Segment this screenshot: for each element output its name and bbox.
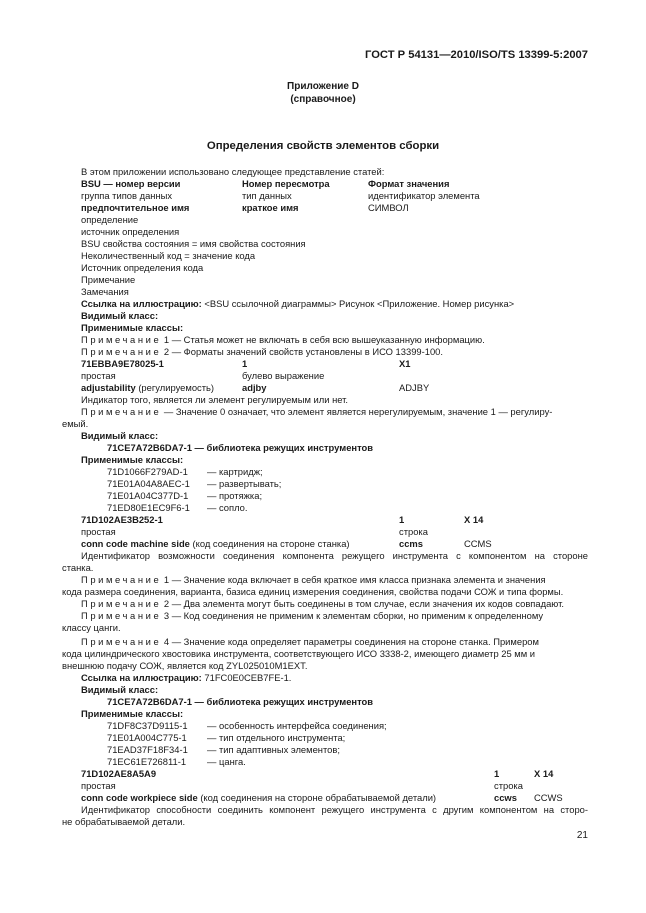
template-code: Неколичественный код = значение кода xyxy=(81,250,256,261)
template-remarks: Замечания xyxy=(81,286,129,297)
template-format: Формат значения xyxy=(368,178,450,189)
entry2-applicable-label: Применимые классы: xyxy=(81,708,184,719)
entry3-group: простая xyxy=(81,780,116,791)
note-text: 2 — Форматы значений свойств установлены в ИСО 13399-100. xyxy=(163,346,443,357)
template-note: Примечание xyxy=(81,274,136,285)
appendix-label: Приложение D xyxy=(287,81,359,92)
entry2-symbol: CCMS xyxy=(464,538,492,549)
entry2-class-desc: — особенность интерфейса соединения; xyxy=(207,720,387,731)
entry1-note-continued: емый. xyxy=(62,418,89,429)
figure-ref-label: Ссылка на иллюстрацию: xyxy=(81,672,202,683)
entry1-type: булево выражение xyxy=(242,370,325,381)
entry1-class-desc: — сопло. xyxy=(207,502,248,513)
entry1-class-code: 71E01A04A8AEC-1 xyxy=(107,478,190,489)
entry1-preferred-name: adjustability xyxy=(81,382,136,393)
note-text: 1 — Статья может не включать в себя всю вышеуказанную информацию. xyxy=(163,334,485,345)
entry1-name-translation: (регулируемость) xyxy=(138,382,215,393)
template-definition-source: источник определения xyxy=(81,226,180,237)
entry1-class-desc: — картридж; xyxy=(207,466,263,477)
template-group: группа типов данных xyxy=(81,190,173,201)
note-text: 3 — Код соединения не применим к элементам сборки, но применим к определенному xyxy=(163,610,544,621)
figure-ref-label: Ссылка на иллюстрацию: xyxy=(81,298,202,309)
template-visible-class: Видимый класс: xyxy=(81,310,159,321)
entry1-short-name: adjby xyxy=(242,382,267,393)
entry2-name-translation: (код соединения на стороне станка) xyxy=(192,538,350,549)
entry3-name-translation: (код соединения на стороне обрабатываемой детали) xyxy=(200,792,437,803)
document-header: ГОСТ Р 54131—2010/ISO/TS 13399-5:2007 xyxy=(365,49,588,61)
entry2-class-desc: — тип отдельного инструмента; xyxy=(207,732,346,743)
template-state-property: BSU свойства состояния = имя свойства состояния xyxy=(81,238,306,249)
entry3-format: X 14 xyxy=(534,768,554,779)
entry1-definition: Индикатор того, является ли элемент регулируемым или нет. xyxy=(81,394,349,405)
intro-text: В этом приложении использовано следующее представление статей: xyxy=(81,166,385,177)
entry3-symbol: CCWS xyxy=(534,792,563,803)
note-text: 4 — Значение кода определяет параметры соединения на стороне станка. Примером xyxy=(163,636,539,647)
entry2-bsu: 71D102AE3B252-1 xyxy=(81,514,163,525)
note-word: Примечание xyxy=(81,574,162,585)
template-short-name: краткое имя xyxy=(242,202,299,213)
template-applicable-classes: Применимые классы: xyxy=(81,322,184,333)
entry2-note-4-continued: внешнюю подачу СОЖ, является код ZYL025010M1EXT. xyxy=(62,660,308,671)
note-word: Примечание xyxy=(81,636,162,647)
entry1-class-code: 71ED80E1EC9F6-1 xyxy=(107,502,190,513)
template-figure-ref xyxy=(81,298,514,310)
entry2-format: X 14 xyxy=(464,514,484,525)
entry2-preferred-name: conn code machine side xyxy=(81,538,190,549)
entry1-class-code: 71D1066F279AD-1 xyxy=(107,466,188,477)
note-word: Примечание xyxy=(81,598,162,609)
entry2-group: простая xyxy=(81,526,116,537)
page-number: 21 xyxy=(576,830,588,841)
entry1-name xyxy=(81,382,214,394)
entry2-class-desc: — цанга. xyxy=(207,756,246,767)
entry2-note-3-continued: классу цанги. xyxy=(62,622,121,633)
entry1-class-desc: — развертывать; xyxy=(207,478,282,489)
note-word: Примечание xyxy=(81,334,162,345)
entry2-class-code: 71DF8C37D9115-1 xyxy=(107,720,188,731)
entry2-type: строка xyxy=(399,526,428,537)
entry1-visible-value: 71CE7A72B6DA7-1 — библиотека режущих инструментов xyxy=(107,442,374,453)
figure-ref-value: 71FC0E0CEB7FE-1. xyxy=(204,672,292,683)
entry2-class-code: 71EC61E726811-1 xyxy=(107,756,187,767)
entry2-note-4 xyxy=(81,636,539,648)
entry1-symbol: ADJBY xyxy=(399,382,430,393)
entry3-type: строка xyxy=(494,780,523,791)
note-word: Примечание xyxy=(81,406,162,417)
entry1-bsu: 71EBBA9E78025-1 xyxy=(81,358,164,369)
entry2-short-name: ccms xyxy=(399,538,423,549)
template-type: тип данных xyxy=(242,190,292,201)
template-symbol: СИМВОЛ xyxy=(368,202,409,213)
entry1-format: X1 xyxy=(399,358,411,369)
entry2-note-3 xyxy=(81,610,543,622)
entry2-class-code: 71EAD37F18F34-1 xyxy=(107,744,188,755)
note-text: — Значение 0 означает, что элемент является нерегулируемым, значение 1 — регулиру- xyxy=(163,406,553,417)
entry3-short-name: ccws xyxy=(494,792,517,803)
entry2-class-desc: — тип адаптивных элементов; xyxy=(207,744,340,755)
template-revision: Номер пересмотра xyxy=(242,178,330,189)
template-definition: определение xyxy=(81,214,139,225)
entry2-visible-label: Видимый класс: xyxy=(81,684,159,695)
figure-ref-text: <BSU ссылочной диаграммы> Рисунок <Приложение. Номер рисунка> xyxy=(204,298,515,309)
entry1-note xyxy=(81,406,552,418)
entry3-preferred-name: conn code workpiece side xyxy=(81,792,198,803)
page-title: Определения свойств элементов сборки xyxy=(206,140,440,152)
template-bsu: BSU — номер версии xyxy=(81,178,181,189)
entry2-note-1-continued: кода размера соединения, варианта, базиса единиц измерения соединения, свойства подачи СОЖ и типа формы. xyxy=(62,586,564,597)
entry3-definition-continued: не обрабатываемой детали. xyxy=(62,816,186,827)
template-note-2 xyxy=(81,346,443,358)
entry2-class-code: 71E01A004C775-1 xyxy=(107,732,187,743)
entry3-name xyxy=(81,792,436,804)
entry3-definition: Идентификатор способности соединить компонент режущего инструмента с другим компонентом на сторо- xyxy=(81,804,588,815)
note-word: Примечание xyxy=(81,610,162,621)
note-word: Примечание xyxy=(81,346,162,357)
entry1-revision: 1 xyxy=(242,358,248,369)
entry2-note-2 xyxy=(81,598,564,610)
template-note-1 xyxy=(81,334,485,346)
entry2-note-1 xyxy=(81,574,546,586)
entry2-note-4-continued: кода цилиндрического хвостовика инструмента, соответствующего ИСО 3338-2, имеющего диаметр 25 мм и xyxy=(62,648,536,659)
entry1-group: простая xyxy=(81,370,116,381)
template-identifier: идентификатор элемента xyxy=(368,190,480,201)
entry1-visible-label: Видимый класс: xyxy=(81,430,159,441)
entry3-bsu: 71D102AE8A5A9 xyxy=(81,768,157,779)
entry2-visible-value: 71CE7A72B6DA7-1 — библиотека режущих инструментов xyxy=(107,696,374,707)
note-text: 2 — Два элемента могут быть соединены в том случае, если значения их кодов совпадают. xyxy=(163,598,564,609)
entry1-class-code: 71E01A04C377D-1 xyxy=(107,490,189,501)
appendix-type: (справочное) xyxy=(290,94,356,105)
template-code-source: Источник определения кода xyxy=(81,262,204,273)
template-preferred-name: предпочтительное имя xyxy=(81,202,190,213)
entry2-definition-continued: станка. xyxy=(62,562,94,573)
entry2-definition: Идентификатор возможности соединения компонента режущего инструмента с компонентом на стороне xyxy=(81,550,588,561)
entry3-revision: 1 xyxy=(494,768,500,779)
entry2-figure-ref xyxy=(81,672,291,684)
entry2-revision: 1 xyxy=(399,514,405,525)
entry1-class-desc: — протяжка; xyxy=(207,490,263,501)
entry2-name xyxy=(81,538,350,550)
entry1-applicable-label: Применимые классы: xyxy=(81,454,184,465)
note-text: 1 — Значение кода включает в себя краткое имя класса признака элемента и значения xyxy=(163,574,546,585)
